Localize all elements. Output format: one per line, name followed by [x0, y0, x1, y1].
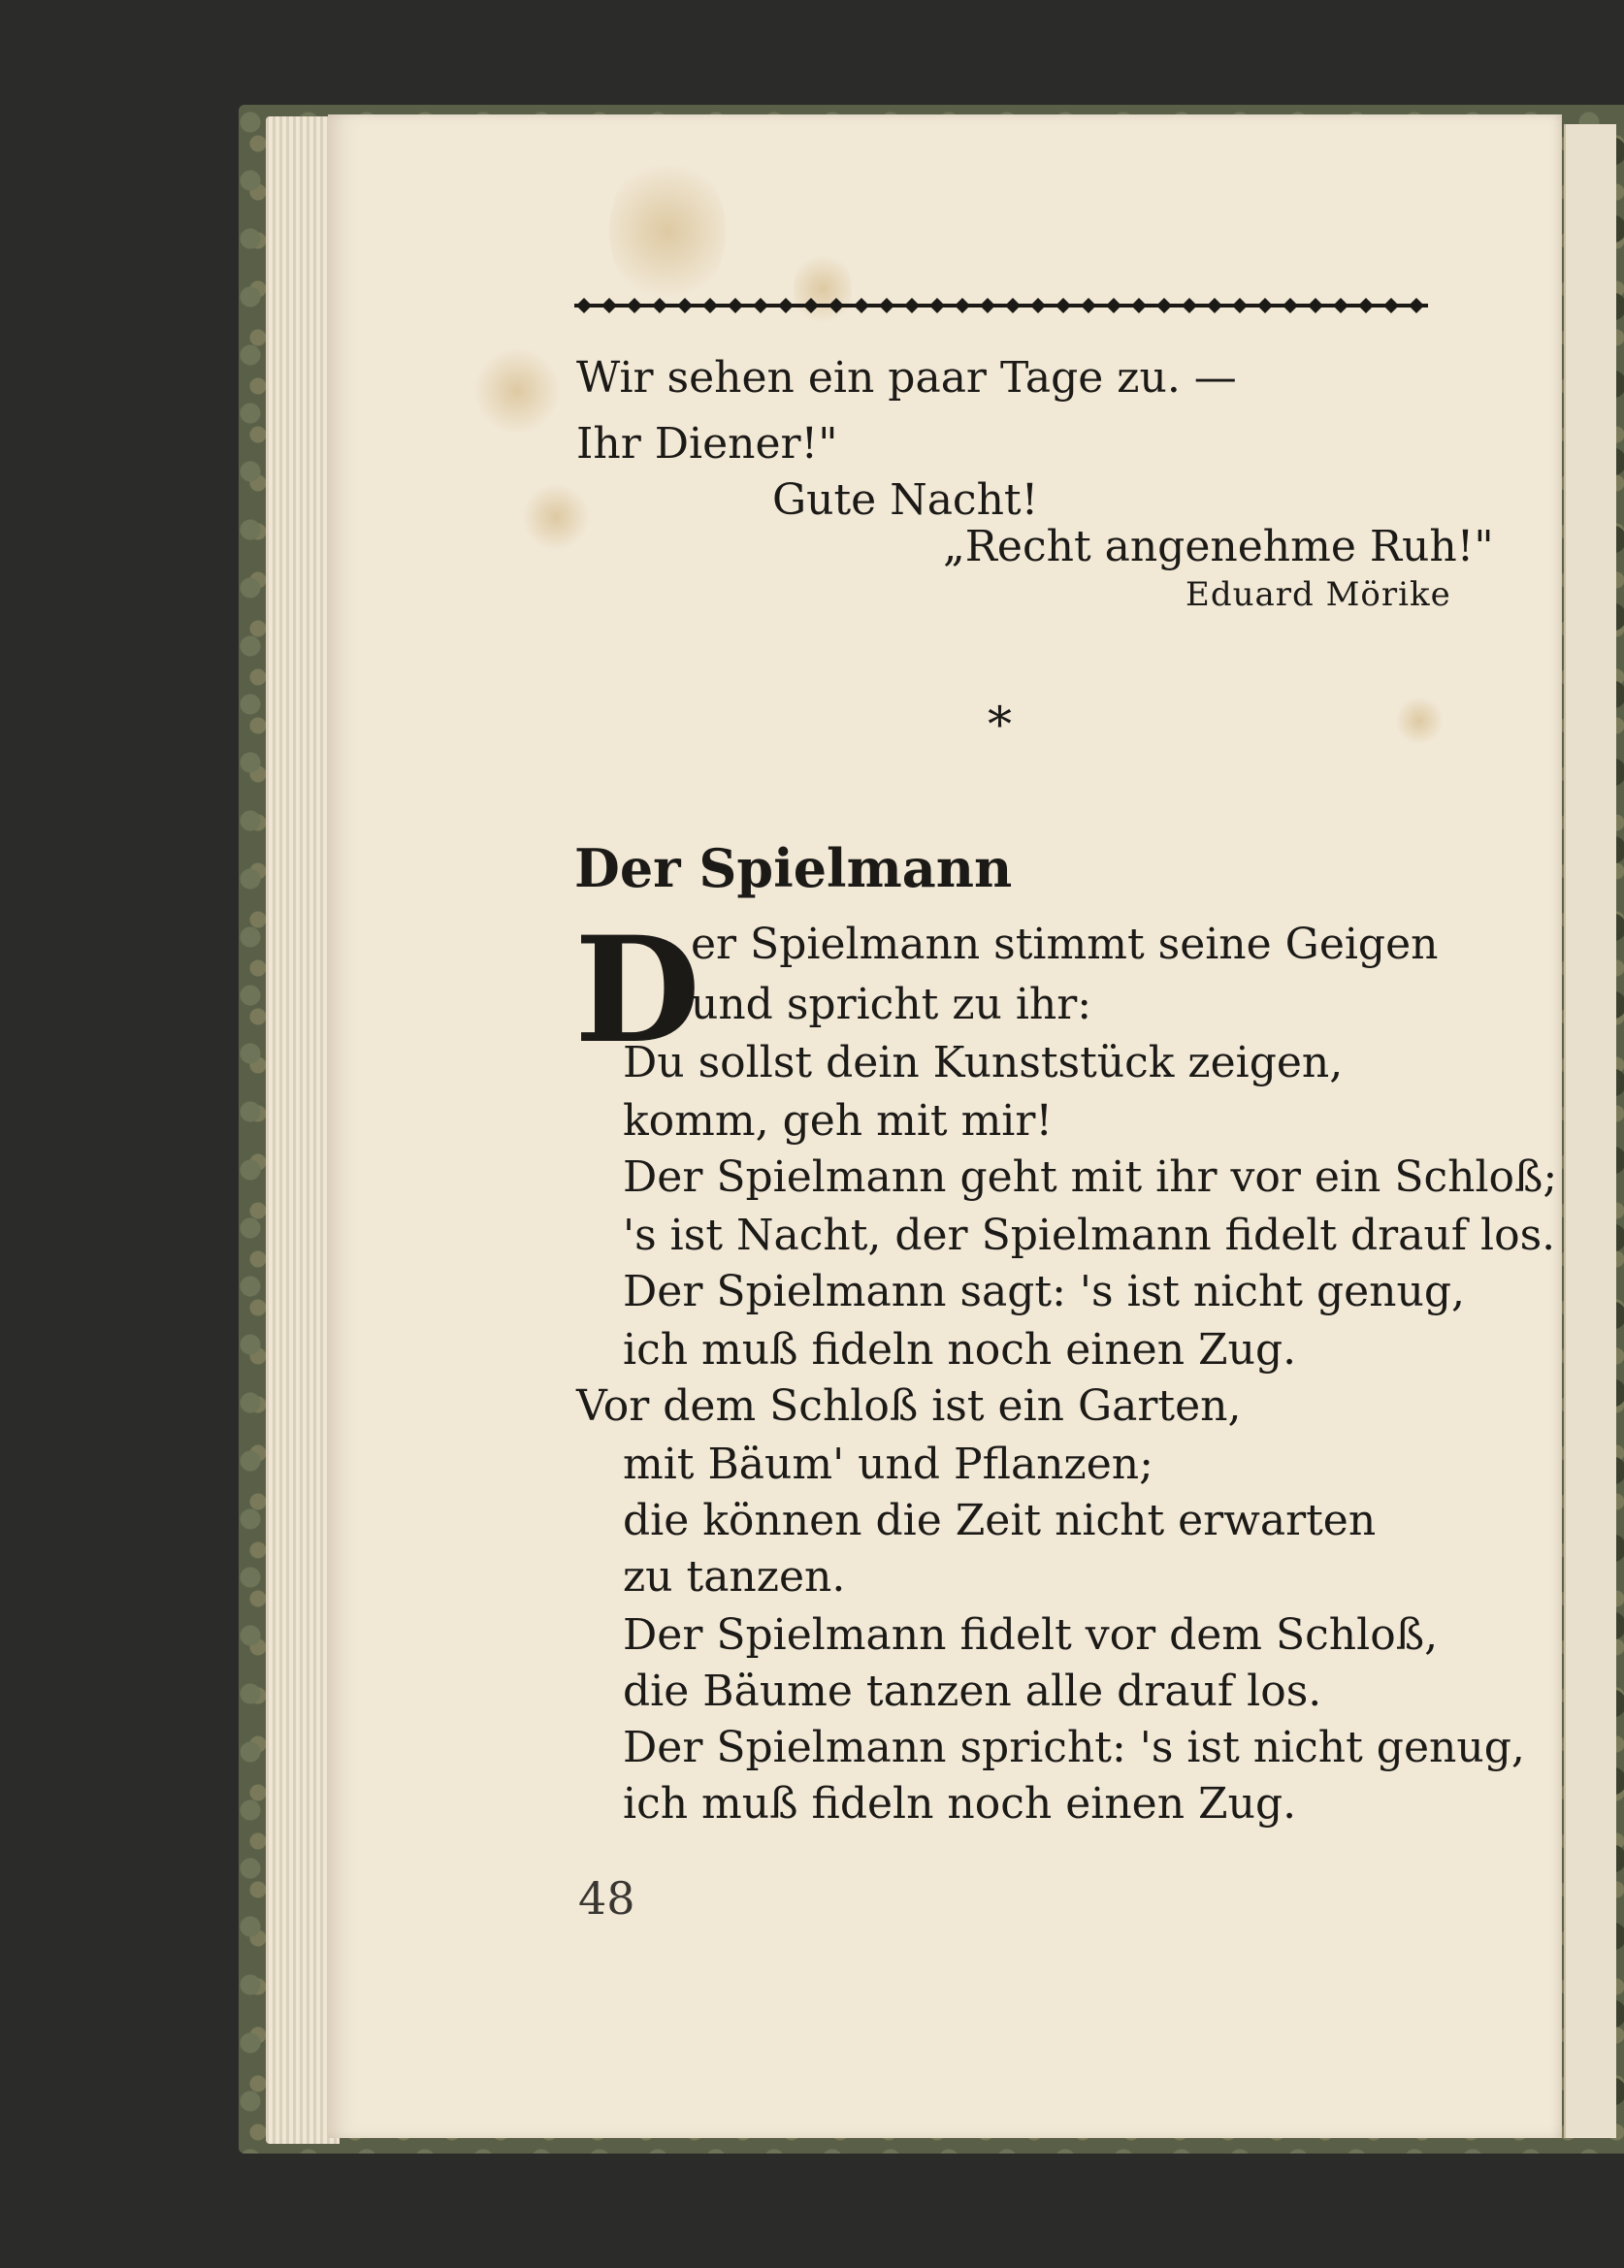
page-number: 48	[578, 1872, 635, 1925]
ornament-diamond	[601, 298, 617, 313]
ornament-diamond	[1056, 298, 1071, 313]
ornament-diamond	[1005, 298, 1021, 313]
poem-line: und spricht zu ihr:	[691, 980, 1092, 1029]
ornament-diamond	[1409, 298, 1424, 313]
ornament-diamond	[753, 298, 768, 313]
ornament-diamond	[854, 298, 869, 313]
ornament-diamond	[1308, 298, 1323, 313]
poem-line: ich muß fideln noch einen Zug.	[623, 1325, 1297, 1375]
foxing-stain	[794, 250, 852, 328]
ornament-diamond	[1131, 298, 1147, 313]
ornament-diamond	[1257, 298, 1273, 313]
poem-line: Der Spielmann spricht: 's ist nicht genug,	[623, 1723, 1525, 1772]
ornament-diamond	[1358, 298, 1374, 313]
ornament-diamond	[803, 298, 819, 313]
section-separator: *	[988, 697, 1012, 753]
poem-line: 's ist Nacht, der Spielmann fidelt drauf los.	[623, 1211, 1556, 1260]
poem-ending-line: „Recht angenehme Ruh!"	[943, 522, 1494, 571]
foxing-stain	[1395, 697, 1444, 745]
ornament-diamond	[778, 298, 794, 313]
ornament-diamond	[1081, 298, 1096, 313]
poem-line: Du sollst dein Kunststück zeigen,	[623, 1038, 1344, 1087]
ornament-diamond	[1207, 298, 1222, 313]
ornament-diamond	[980, 298, 995, 313]
poem-title: Der Spielmann	[574, 837, 1013, 899]
poem-line: Der Spielmann fidelt vor dem Schloß,	[623, 1610, 1439, 1660]
foxing-stain	[473, 347, 561, 435]
poem-author: Eduard Mörike	[1186, 575, 1451, 614]
poem-line: Der Spielmann geht mit ihr vor ein Schloß;	[623, 1152, 1558, 1202]
ornament-diamond	[1383, 298, 1399, 313]
foxing-stain	[609, 153, 726, 308]
ornament-diamond	[879, 298, 894, 313]
ornament-diamond	[1333, 298, 1348, 313]
poem-line: ich muß fideln noch einen Zug.	[623, 1779, 1297, 1829]
foxing-stain	[522, 483, 590, 551]
poem-line: zu tanzen.	[623, 1552, 846, 1602]
ornament-diamond	[576, 298, 592, 313]
poem-line: Vor dem Schloß ist ein Garten,	[576, 1381, 1242, 1431]
poem-line: die können die Zeit nicht erwarten	[623, 1496, 1377, 1545]
ornament-diamond	[652, 298, 667, 313]
poem-line: komm, geh mit mir!	[623, 1096, 1054, 1146]
poem-line: mit Bäum' und Pflanzen;	[623, 1440, 1153, 1489]
poem-ending-line: Ihr Diener!"	[576, 419, 838, 469]
ornament-diamond	[1106, 298, 1121, 313]
next-page-edge	[1564, 124, 1616, 2138]
poem-ending-line: Wir sehen ein paar Tage zu. —	[576, 353, 1237, 403]
drop-initial: D	[574, 905, 701, 1076]
ornament-diamond	[904, 298, 920, 313]
poem-line: die Bäume tanzen alle drauf los.	[623, 1667, 1322, 1716]
poem-line: Der Spielmann sagt: 's ist nicht genug,	[623, 1267, 1465, 1316]
ornament-diamond	[929, 298, 945, 313]
ornament-diamond	[1232, 298, 1248, 313]
ornament-diamond	[627, 298, 642, 313]
ornament-diamond	[1283, 298, 1298, 313]
ornament-rule	[574, 297, 1428, 314]
ornament-diamond	[1156, 298, 1172, 313]
ornament-diamond	[955, 298, 970, 313]
ornament-diamond	[728, 298, 743, 313]
ornament-diamond	[1182, 298, 1197, 313]
ornament-diamond	[677, 298, 693, 313]
poem-line: er Spielmann stimmt seine Geigen	[691, 920, 1439, 969]
ornament-diamond	[702, 298, 718, 313]
ornament-diamond	[1030, 298, 1046, 313]
poem-ending-line: Gute Nacht!	[772, 475, 1039, 525]
ornament-diamond	[828, 298, 844, 313]
